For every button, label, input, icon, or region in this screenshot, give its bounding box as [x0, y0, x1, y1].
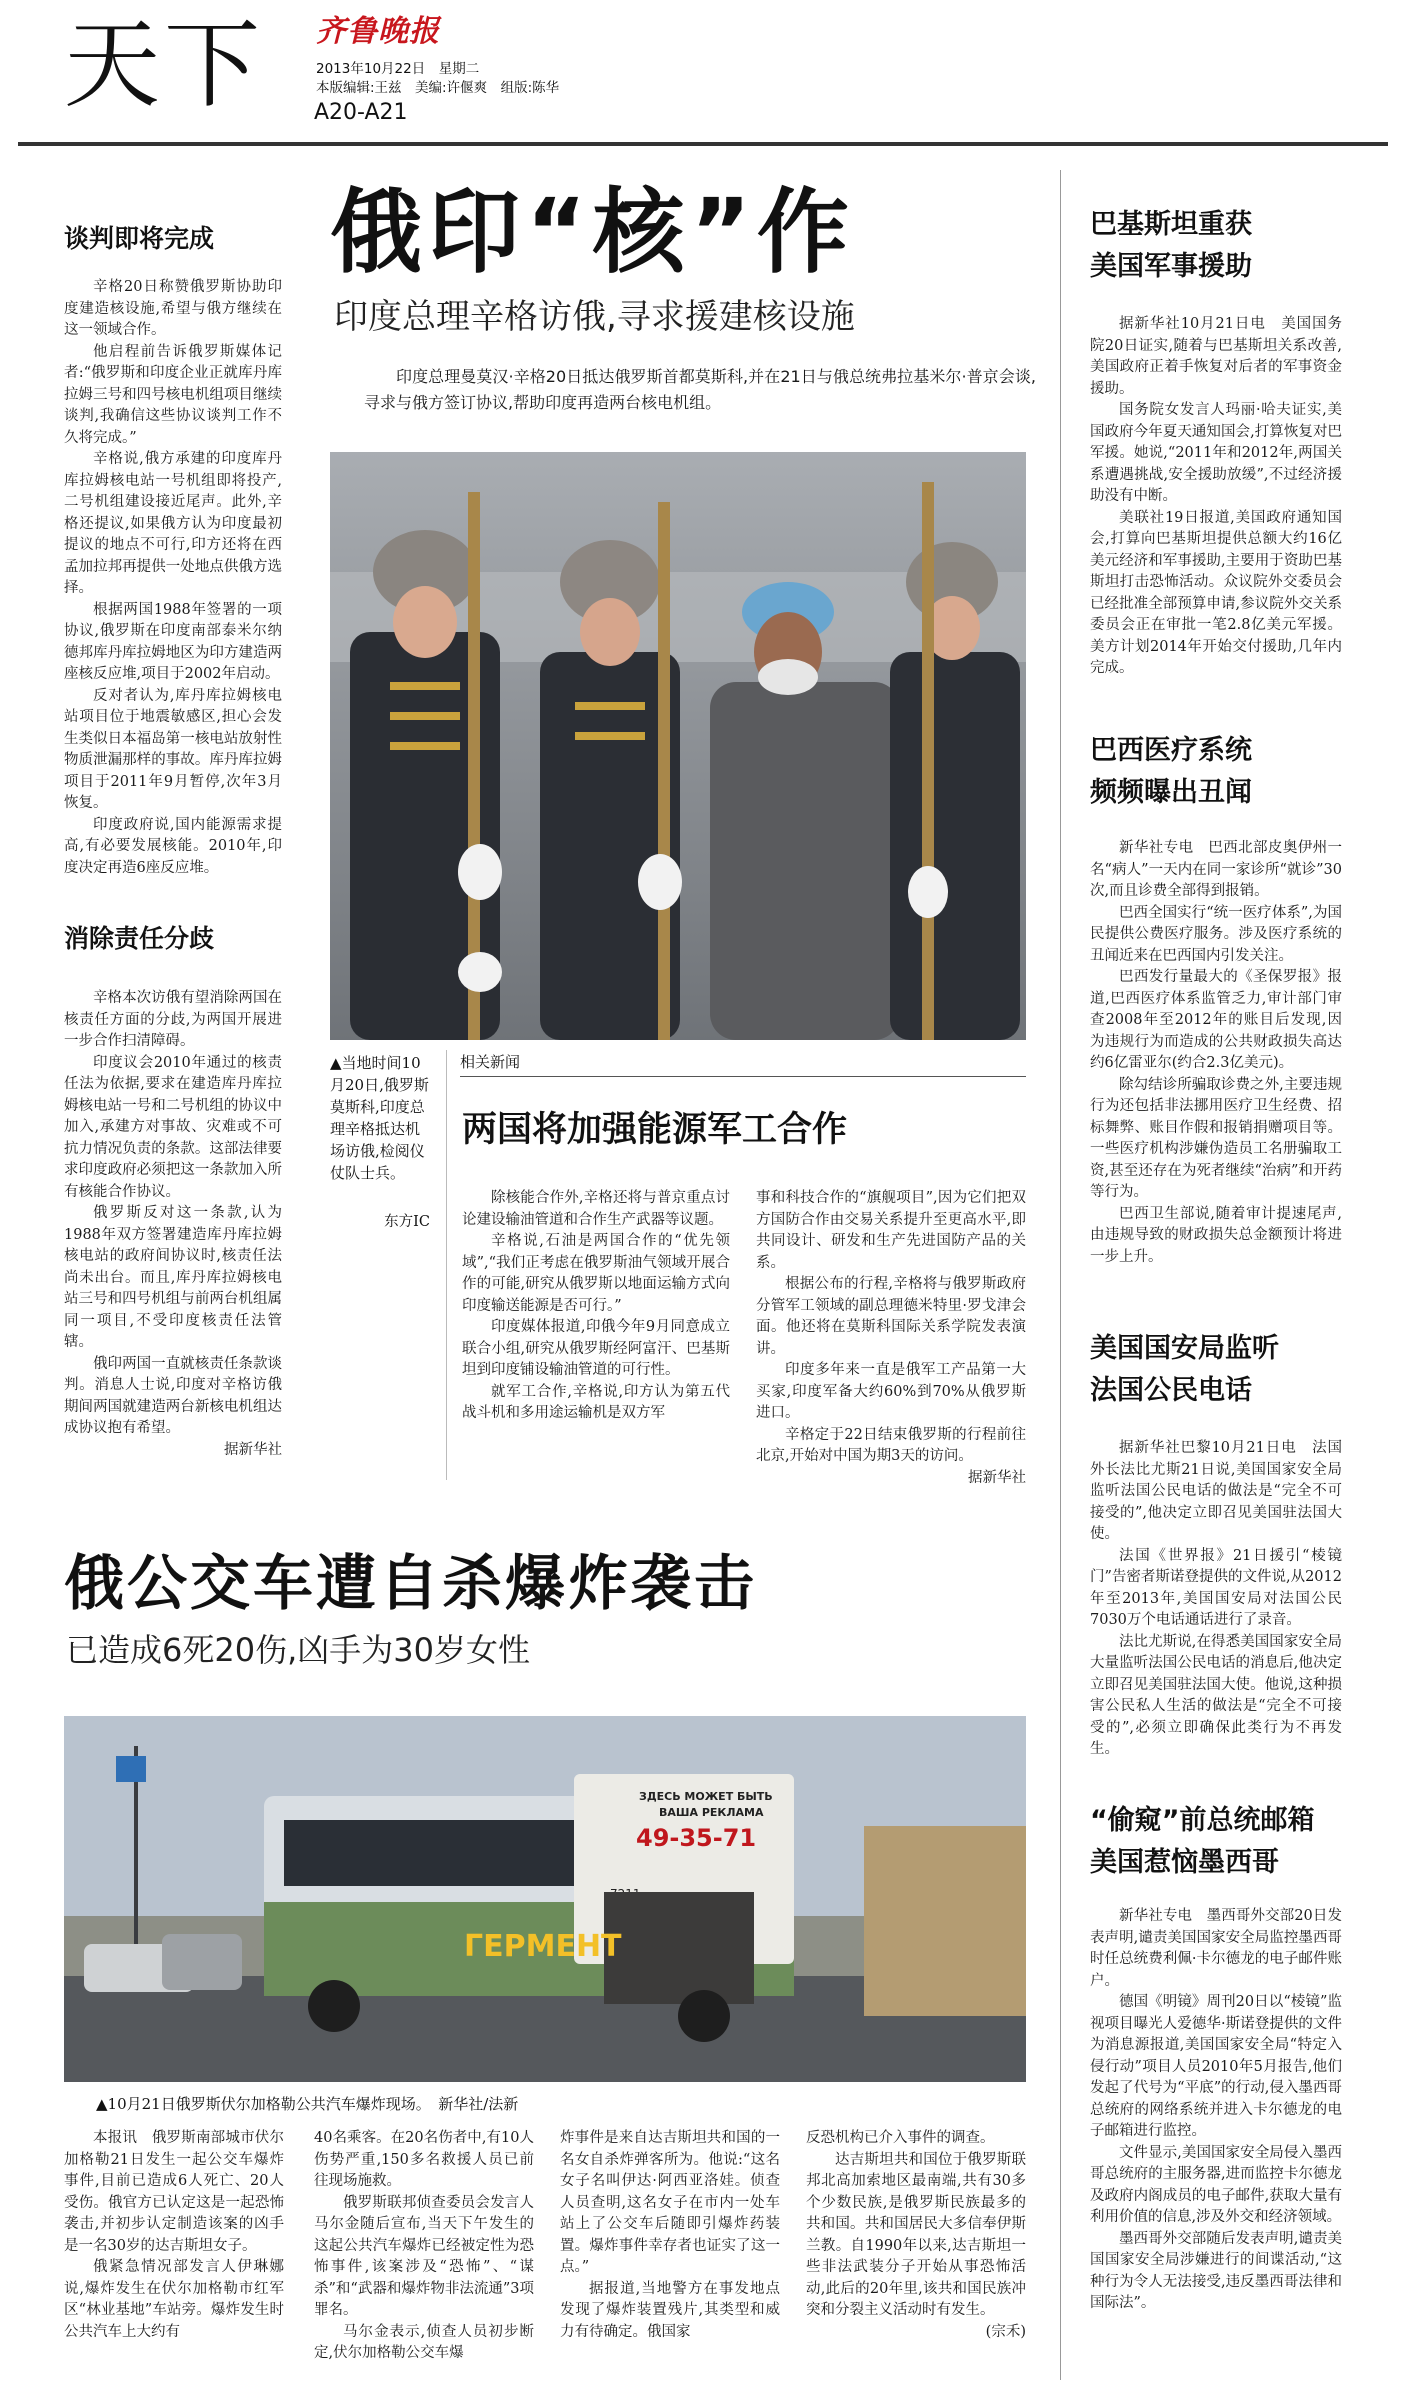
- heading-line: 频频曝出丑闻: [1090, 777, 1252, 808]
- issue-date: 2013年10月22日 星期二: [316, 61, 480, 77]
- left-heading-2: 消除责任分歧: [64, 924, 215, 953]
- paragraph: 本报讯 俄罗斯南部城市伏尔加格勒21日发生一起公交车爆炸事件,目前已造成6人死亡、20人受伤。俄官方已认定这是一起恐怖袭击,并初步认定制造该案的凶手是一名30岁的达吉斯坦女子。: [64, 2130, 284, 2254]
- related-tag: [460, 1050, 1026, 1077]
- paragraph: 印度议会2010年通过的核责任法为依据,要求在建造库丹库拉姆核电站一号和二号机组的协议中加入,承建方对事故、灾难或不可抗力情况负责的条款。这部法律要求印度政府必须把这一条款加入所有核能合作协议。: [64, 1054, 282, 1200]
- paragraph: 反对者认为,库丹库拉姆核电站项目位于地震敏感区,担心会发生类似日本福岛第一核电站放射性物质泄漏那样的事故。库丹库拉姆项目于2011年9月暂停,次年3月恢复。: [64, 687, 282, 811]
- heading-line: 美国国安局监听: [1090, 1333, 1279, 1364]
- right-column-divider: [1060, 170, 1061, 2380]
- left-heading-1: 谈判即将完成: [64, 224, 215, 253]
- paragraph: 印度多年来一直是俄军工产品第一大买家,印度军备大约60%到70%从俄罗斯进口。: [756, 1362, 1026, 1421]
- bus-photo: [64, 1716, 1026, 2082]
- right-heading-2: [1090, 730, 1252, 814]
- paragraph: 40名乘客。在20名伤者中,有10人伤势严重,150多名救援人员已前往现场施救。: [314, 2130, 534, 2189]
- bus-subhead: 已造成6死20伤,凶手为30岁女性: [66, 1631, 530, 1669]
- billboard-phone: 49-35-71: [636, 1824, 757, 1852]
- lead-subhead: 印度总理辛格访俄,寻求援建核设施: [334, 297, 855, 337]
- paragraph: 据报道,当地警方在事发地点发现了爆炸装置残片,其类型和威力有待确定。俄国家: [560, 2280, 780, 2340]
- bus-col-3: [560, 2128, 780, 2343]
- paragraph: 反恐机构已介入事件的调查。: [806, 2130, 995, 2146]
- paragraph: 据新华社巴黎10月21日电 法国外长法比尤斯21日说,美国国家安全局监听法国公民电话的做法是“完全不可接受的”,他决定立即召见美国驻法国大使。: [1090, 1440, 1342, 1542]
- lead-photo-credit: 东方IC: [384, 1214, 430, 1230]
- lead-photo-caption: ▲当地时间10月20日,俄罗斯莫斯科,印度总理辛格抵达机场访俄,检阅仪仗队士兵。: [330, 1054, 429, 1182]
- related-col-2: [756, 1188, 1026, 1489]
- paragraph: 炸事件是来自达吉斯坦共和国的一名女自杀炸弹客所为。他说:“这名女子名叫伊达·阿西亚洛娃。侦查人员查明,这名女子在市内一处车站上了公交车后随即引爆炸药装置。爆炸事件幸存者也证实了这一点。”: [560, 2130, 780, 2275]
- bus-col-4: [806, 2128, 1026, 2343]
- paragraph: 印度政府说,国内能源需求提高,有必要发展核能。2010年,印度决定再造6座反应堆。: [64, 816, 282, 876]
- byline: 据新华社: [968, 1469, 1026, 1486]
- lead-intro: 印度总理曼莫汉·辛格20日抵达俄罗斯首都莫斯科,并在21日与俄总统弗拉基米尔·普京会谈,寻求与俄方签订协议,帮助印度再造两台核电机组。: [364, 367, 1036, 412]
- paragraph: 国务院女发言人玛丽·哈夫证实,美国政府今年夏天通知国会,打算恢复对巴军援。她说,“2011年和2012年,两国关系遭遇挑战,安全援助放缓”,不过经济援助没有中断。: [1090, 402, 1342, 504]
- lead-headline: 俄印“核”作: [330, 179, 855, 286]
- bus-photo-caption: ▲10月21日俄罗斯伏尔加格勒公共汽车爆炸现场。 新华社/法新: [96, 2095, 519, 2113]
- right-story-3: [1090, 1438, 1342, 1761]
- paragraph: 俄罗斯反对这一条款,认为1988年双方签署建造库丹库拉姆核电站的政府间协议时,核责任法尚未出台。而且,库丹库拉姆核电站三号和四号机组与前两台机组属同一项目,不受印度核责任法管辖。: [64, 1205, 282, 1350]
- masthead-rule: [18, 142, 1388, 146]
- paragraph: 他启程前告诉俄罗斯媒体记者:“俄罗斯和印度企业正就库丹库拉姆三号和四号核电机组项目继续谈判,我确信这些协议谈判工作不久将完成。”: [64, 343, 282, 446]
- right-story-2: [1090, 838, 1342, 1268]
- bus-headline: 俄公交车遭自杀爆炸袭击: [64, 1549, 757, 1619]
- related-col-1: [462, 1188, 730, 1425]
- paragraph: 辛格说,俄方承建的印度库丹库拉姆核电站一号机组即将投产,二号机组建设接近尾声。此外,辛格还提议,如果俄方认为印度最初提议的地点不可行,印方还将在西孟加拉邦再提供一处地点供俄方选择。: [64, 451, 282, 596]
- related-tag-label: 相关新闻: [460, 1053, 521, 1071]
- paragraph: 除勾结诊所骗取诊费之外,主要违规行为还包括非法挪用医疗卫生经费、招标舞弊、账目作假和报销捐赠项目等。一些医疗机构涉嫌伪造员工名册骗取工资,甚至还存在为死者继续“治病”和开药等行为。: [1090, 1076, 1342, 1200]
- paragraph: 俄罗斯联邦侦查委员会发言人马尔金随后宣布,当天下午发生的这起公共汽车爆炸已经被定性为恐怖事件,该案涉及“恐怖”、“谋杀”和“武器和爆炸物非法流通”3项罪名。: [314, 2194, 534, 2318]
- heading-line: 法国公民电话: [1090, 1375, 1252, 1406]
- bus-ad-text: ГЕРМЕНТ: [464, 1929, 622, 1964]
- paragraph: 巴西发行量最大的《圣保罗报》报道,巴西医疗体系监管乏力,审计部门审查2008年至2012年的账目后发现,因为违规行为而造成的公共财政损失高达约6亿雷亚尔(约合2.3亿美元)。: [1090, 969, 1342, 1071]
- paper-logo: 齐鲁晚报: [316, 14, 440, 49]
- paragraph: 根据两国1988年签署的一项协议,俄罗斯在印度南部泰米尔纳德邦库丹库拉姆地区为印方建造两座核反应堆,项目于2002年启动。: [64, 601, 282, 682]
- right-heading-4: [1090, 1800, 1315, 1884]
- paragraph: 俄紧急情况部发言人伊琳娜说,爆炸发生在伏尔加格勒市红军区“林业基地”车站旁。爆炸发生时公共汽车上大约有: [64, 2259, 284, 2340]
- heading-line: 美国军事援助: [1090, 251, 1252, 282]
- paragraph: 法国《世界报》21日援引“棱镜门”告密者斯诺登提供的文件说,从2012年至2013年,美国国安局对法国公民7030万个电话通话进行了录音。: [1090, 1547, 1342, 1628]
- paragraph: 辛格20日称赞俄罗斯协助印度建造核设施,希望与俄方继续在这一领域合作。: [64, 279, 282, 338]
- related-headline: 两国将加强能源军工合作: [462, 1110, 848, 1150]
- heading-line: 巴西医疗系统: [1090, 735, 1252, 766]
- page-numbers: A20-A21: [314, 100, 408, 125]
- heading-line: “偷窥”前总统邮箱: [1090, 1805, 1315, 1836]
- paragraph: 新华社专电 巴西北部皮奥伊州一名“病人”一天内在同一家诊所“就诊”30次,而且诊费全部得到报销。: [1090, 840, 1342, 899]
- lead-photo: [330, 452, 1026, 1040]
- paragraph: 根据公布的行程,辛格将与俄罗斯政府分管军工领域的副总理德米特里·罗戈津会面。他还将在莫斯科国际关系学院发表演讲。: [756, 1276, 1026, 1357]
- billboard-text-2: ВАША РЕКЛАМА: [659, 1806, 764, 1819]
- honor-guard-photo-illustration: [330, 452, 1026, 1040]
- paragraph: 就军工合作,辛格说,印方认为第五代战斗机和多用途运输机是双方军: [462, 1383, 730, 1421]
- paragraph: 印度媒体报道,印俄今年9月同意成立联合小组,研究从俄罗斯经阿富汗、巴基斯坦到印度铺设输油管道的可行性。: [462, 1319, 730, 1378]
- byline: 据新华社: [224, 1441, 282, 1458]
- paragraph: 德国《明镜》周刊20日以“棱镜”监视项目曝光人爱德华·斯诺登提供的文件为消息源报道,美国国家安全局“特定入侵行动”项目人员2010年5月报告,他们发起了代号为“平底”的行动,侵入墨西哥总统府的网络系统并进入卡尔德龙的电子邮箱进行监控。: [1090, 1994, 1342, 2139]
- page-editors: 本版编辑:王兹 美编:许偃爽 组版:陈华: [316, 80, 560, 96]
- paragraph: 法比尤斯说,在得悉美国国家安全局大量监听法国公民电话的消息后,他决定立即召见美国驻法国大使。他说,这种损害公民私人生活的做法是“完全不可接受的”,必须立即确保此类行为不再发生。: [1090, 1633, 1342, 1757]
- left-story-1: [64, 277, 282, 879]
- paragraph: 新华社专电 墨西哥外交部20日发表声明,谴责美国国家安全局监控墨西哥时任总统费利佩·卡尔德龙的电子邮件账户。: [1090, 1908, 1342, 1989]
- paragraph: 墨西哥外交部随后发表声明,谴责美国国家安全局涉嫌进行的间谍活动,“这种行为令人无法接受,违反墨西哥法律和国际法”。: [1090, 2230, 1342, 2311]
- byline: (宗禾): [985, 2323, 1026, 2340]
- section-title: 天下: [64, 9, 264, 121]
- right-heading-3: [1090, 1328, 1279, 1412]
- paragraph: 除核能合作外,辛格还将与普京重点讨论建设输油管道和合作生产武器等议题。: [462, 1190, 730, 1228]
- paragraph: 辛格定于22日结束俄罗斯的行程前往北京,开始对中国为期3天的访问。: [756, 1426, 1026, 1464]
- paragraph: 文件显示,美国国家安全局侵入墨西哥总统府的主服务器,进而监控卡尔德龙及政府内阁成员的电子邮件,获取大量有利用价值的信息,涉及外交和经济领域。: [1090, 2144, 1342, 2225]
- paragraph: 事和科技合作的“旗舰项目”,因为它们把双方国防合作由交易关系提升至更高水平,即共同设计、研发和生产先进国防产品的关系。: [756, 1190, 1026, 1271]
- bus-col-2: [314, 2128, 534, 2365]
- paragraph: 俄印两国一直就核责任条款谈判。消息人士说,印度对辛格访俄期间两国就建造两台新核电机组达成协议抱有希望。: [64, 1355, 282, 1436]
- paragraph: 马尔金表示,侦查人员初步断定,伏尔加格勒公交车爆: [314, 2323, 534, 2361]
- paragraph: 辛格本次访俄有望消除两国在核责任方面的分歧,为两国开展进一步合作扫清障碍。: [64, 990, 282, 1049]
- bus-explosion-photo-illustration: [64, 1716, 1026, 2082]
- heading-line: 巴基斯坦重获: [1090, 209, 1252, 240]
- billboard-text-1: ЗДЕСЬ МОЖЕТ БЫТЬ: [639, 1790, 773, 1803]
- related-divider: [446, 1050, 447, 1480]
- paragraph: 巴西卫生部说,随着审计提速尾声,由违规导致的财政损失总金额预计将进一步上升。: [1090, 1205, 1342, 1265]
- bus-col-1: [64, 2128, 284, 2343]
- paragraph: 巴西全国实行“统一医疗体系”,为国民提供公费医疗服务。涉及医疗系统的丑闻近来在巴西国内引发关注。: [1090, 904, 1342, 964]
- heading-line: 美国惹恼墨西哥: [1090, 1847, 1279, 1878]
- left-story-2: [64, 988, 282, 1461]
- paragraph: 据新华社10月21日电 美国国务院20日证实,随着与巴基斯坦关系改善,美国政府正着手恢复对后者的军事资金援助。: [1090, 316, 1342, 397]
- right-heading-1: [1090, 204, 1252, 288]
- paragraph: 达吉斯坦共和国位于俄罗斯联邦北高加索地区最南端,共有30多个少数民族,是俄罗斯民族最多的共和国。共和国居民大多信奉伊斯兰教。自1990年以来,达吉斯坦一些非法武装分子开始从事恐怖活动,此后的20年里,该共和国民族冲突和分裂主义活动时有发生。: [806, 2151, 1026, 2318]
- right-story-1: [1090, 314, 1342, 680]
- paragraph: 美联社19日报道,美国政府通知国会,打算向巴基斯坦提供总额大约16亿美元经济和军事援助,主要用于资助巴基斯坦打击恐怖活动。众议院外交委员会已经批准全部预算申请,参议院外交关系委员会正在审批一笔2.8亿美元军援。美方计划2014年开始交付援助,几年内完成。: [1090, 509, 1342, 676]
- right-story-4: [1090, 1906, 1342, 2315]
- paragraph: 辛格说,石油是两国合作的“优先领域”,“我们正考虑在俄罗斯油气领域开展合作的可能,研究从俄罗斯以地面运输方式向印度输送能源是否可行。”: [462, 1233, 730, 1314]
